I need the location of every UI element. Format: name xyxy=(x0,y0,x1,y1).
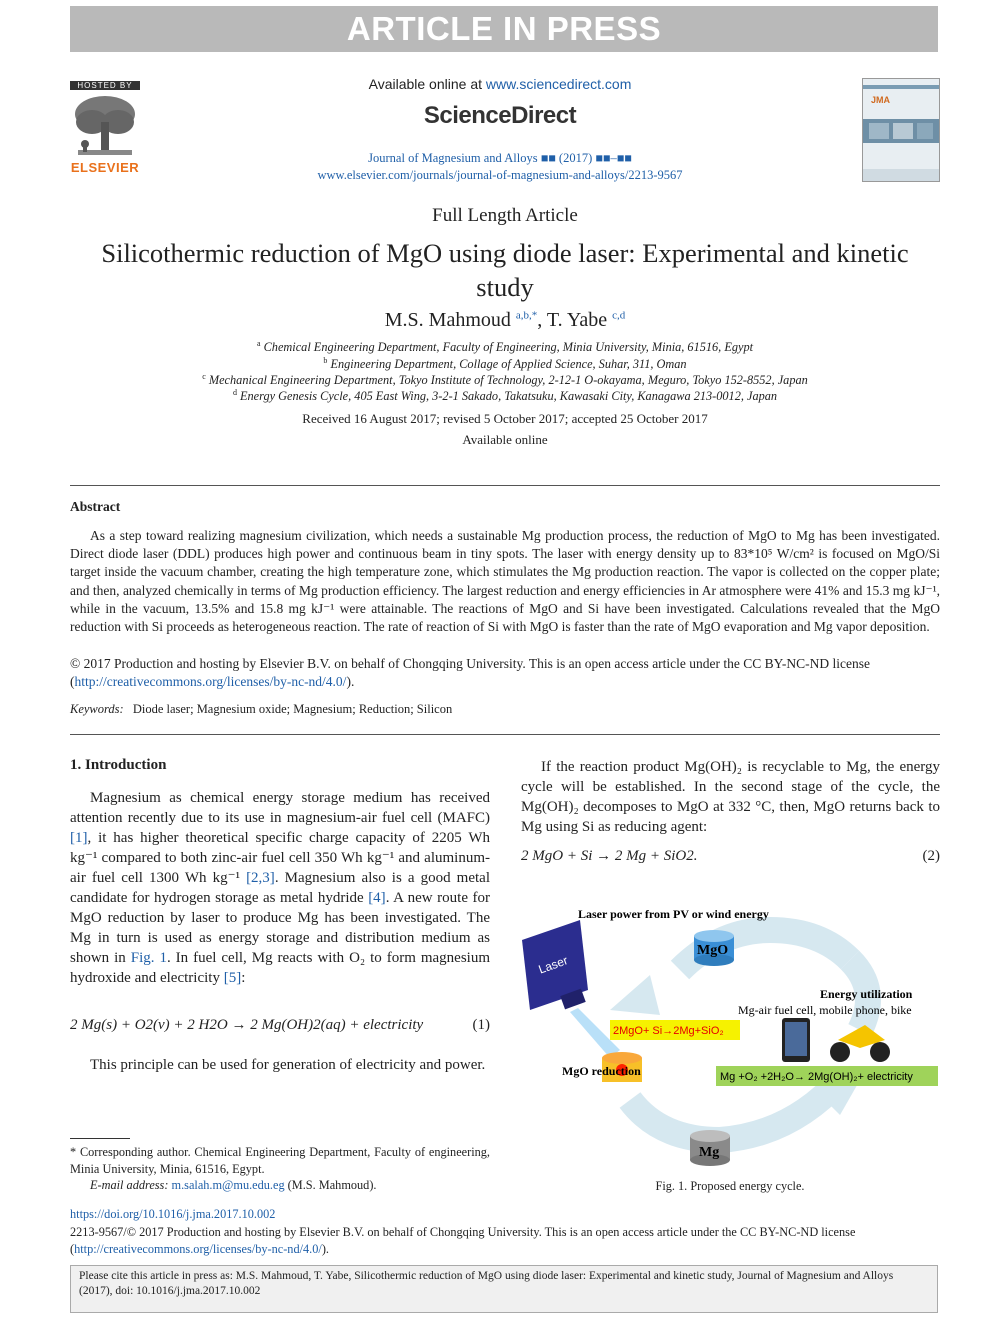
equation-1-number: (1) xyxy=(472,1017,490,1033)
equation-2-number: (2) xyxy=(922,848,940,864)
abstract-copyright: © 2017 Production and hosting by Elsevier B.V. on behalf of Chongqing University. This is an open access article under the CC BY-NC-ND license (http://creativecommons.org/licenses/by-nc-nd/4.0/). xyxy=(70,656,871,690)
elsevier-wordmark: ELSEVIER xyxy=(70,160,140,175)
affiliation-d: $^d$ Energy Genesis Cycle, 405 East Wing, 3-2-1 Sakado, Takatsuku, Kawasaki City, Kanagawa 213-0012, Japan xyxy=(232,388,778,404)
figure-energy-cycle xyxy=(520,900,940,1170)
laser-label: Laser xyxy=(536,953,570,977)
journal-url[interactable]: www.elsevier.com/journals/journal-of-magnesium-and-alloys/2213-9567 xyxy=(317,168,683,182)
equation-2-body: 2 MgO + Si → 2 Mg + SiO2. xyxy=(521,848,698,864)
electricity-reaction: Mg +O₂ +2H₂O→ 2Mg(OH)₂+ electricity xyxy=(720,1071,913,1083)
citation-box: Please cite this article in press as: M.S. Mahmoud, T. Yabe, Silicothermic reduction of MgO using diode laser: Experimental and kinetic study, Journal of Magnesium and Alloys (2017), doi: 10.1016/j.jma.2017.10.002 xyxy=(70,1265,938,1313)
reduction-reaction: 2MgO+ Si→2Mg+SiO₂ xyxy=(613,1025,724,1037)
cover-journal-abbrev: JMA xyxy=(871,95,891,105)
abstract-text: As a step toward realizing magnesium civilization, which needs a sustainable Mg production process, the reduction of MgO to Mg has been investigated. Direct diode laser (DDL) produces high power and continuous beam in tiny spots. The laser with energy density up to 83*10⁵ W/cm² is focused on MgO/Si target inside the vacuum chamber, creating the high temperature zone, which stimulates the Mg production reaction. The vapor is collected on the copper plate; and then, analyzed chemically in terms of Mg production efficiency. The largest reduction and energy efficiencies in Ar atmosphere were 41% and 15.3 mg kJ⁻¹, while in the vacuum, 13.5% and 15.8 mg kJ⁻¹ were attainable. The reactions of MgO and Si have been investigated. Calculations revealed that the MgO reduction with Si proceeds as heterogeneous reaction. The rate of reaction of Si with MgO is faster than the rate of MgO evaporation and Mg vapor deposition. xyxy=(70,528,940,635)
cycle-arrow xyxy=(630,1080,840,1140)
journal-citation-line[interactable]: Journal of Magnesium and Alloys ■■ (2017) ■■–■■ xyxy=(368,151,632,165)
doi-link[interactable]: https://doi.org/10.1016/j.jma.2017.10.002 xyxy=(70,1207,276,1221)
energy-utilization-label: Energy utilization xyxy=(820,987,913,1001)
author-affiliation-marker[interactable]: a,b,* xyxy=(515,309,538,322)
corresponding-author-note: * Corresponding author. Chemical Engineering Department, Faculty of engineering, Minia University, Minia, 61516, Egypt. xyxy=(70,1145,490,1176)
cycle-arrowhead xyxy=(610,975,660,1015)
article-in-press-banner: ARTICLE IN PRESS xyxy=(70,6,938,52)
mgo-label: MgO xyxy=(697,943,729,958)
equation-1 xyxy=(70,1017,490,1034)
laser-icon xyxy=(522,920,620,1058)
footnote-rule xyxy=(70,1138,130,1139)
article-type: Full Length Article xyxy=(432,205,578,226)
journal-cover-thumbnail[interactable] xyxy=(862,78,940,182)
keywords-list: Diode laser; Magnesium oxide; Magnesium; Reduction; Silicon xyxy=(132,702,453,716)
uses-label: Mg-air fuel cell, mobile phone, bike xyxy=(738,1003,912,1017)
reference-link[interactable]: [2,3] xyxy=(246,870,275,886)
mg-label: Mg xyxy=(699,1145,720,1160)
abstract-heading: Abstract xyxy=(70,499,121,514)
available-online-prefix: Available online at xyxy=(368,76,486,92)
affiliation-a: $^a$ Chemical Engineering Department, Faculty of Engineering, Minia University, Minia, 61516, Egypt xyxy=(256,339,754,355)
author-name[interactable]: T. Yabe xyxy=(546,309,608,331)
equation-2 xyxy=(521,848,940,865)
received-dates: Received 16 August 2017; revised 5 October 2017; accepted 25 October 2017 xyxy=(302,411,708,426)
reference-link[interactable]: [5] xyxy=(223,970,242,986)
cycle-paragraph: If the reaction product Mg(OH)₂ is recyclable to Mg, the energy cycle will be established. In the second stage of the cycle, the Mg(OH)₂ decomposes to MgO at 332 °C, then, MgO returns back to Mg using Si as reducing agent: xyxy=(521,759,940,835)
affiliation-c: $^c$ Mechanical Engineering Department, Tokyo Institute of Technology, 2-12-1 O-okayama, Meguro, Tokyo 152-8552, Japan xyxy=(202,372,808,388)
author-name[interactable]: M.S. Mahmoud xyxy=(384,309,511,331)
affiliation-b: $^b$ Engineering Department, Collage of Applied Science, Suhar, 311, Oman xyxy=(323,356,687,372)
email-footnote: E-mail address: m.salah.m@mu.edu.eg (M.S. Mahmoud). xyxy=(90,1178,377,1192)
divider xyxy=(70,485,940,486)
divider xyxy=(70,734,940,735)
laser-power-label: Laser power from PV or wind energy xyxy=(578,907,769,921)
article-title: Silicothermic reduction of MgO using diode laser: Experimental and kinetic study xyxy=(101,238,909,302)
intro-paragraph: Magnesium as chemical energy storage medium has received attention recently due to its use in magnesium-air fuel cell (MAFC) [1], it has higher theoretical specific charge capacity of 2205 Wh kg⁻¹ compared to both zinc-air fuel cell 350 Wh kg⁻¹ and aluminum-air fuel cell 1300 Wh kg⁻¹ [2,3]. Magnesium also is a good metal candidate for hydrogen storage as metal hydride [4]. A new route for MgO reduction by laser to produce Mg has been investigated. The Mg in turn is used as energy storage and distribution medium as shown in Fig. 1. In fuel cell, Mg reacts with O₂ to form magnesium hydroxide and electricity [5]: xyxy=(70,790,490,986)
available-online-label: Available online xyxy=(462,432,548,447)
reference-link[interactable]: [1] xyxy=(70,830,88,846)
section-heading: 1. Introduction xyxy=(70,757,167,773)
email-label: E-mail address: xyxy=(90,1178,172,1192)
sciencedirect-logo[interactable]: ScienceDirect xyxy=(423,102,577,129)
figure-link[interactable]: Fig. 1 xyxy=(130,950,167,966)
keywords-label: Keywords: xyxy=(70,702,124,716)
license-link[interactable]: http://creativecommons.org/licenses/by-nc-nd/4.0/ xyxy=(74,1241,322,1256)
license-link[interactable]: http://creativecommons.org/licenses/by-nc-nd/4.0/ xyxy=(74,674,347,690)
motorbike-icon xyxy=(830,1025,890,1062)
sciencedirect-link[interactable]: www.sciencedirect.com xyxy=(485,76,632,92)
author-affiliation-marker[interactable]: c,d xyxy=(612,309,626,322)
mgo-reduction-label: MgO reduction xyxy=(562,1064,641,1078)
figure-caption: Fig. 1. Proposed energy cycle. xyxy=(655,1179,805,1193)
mobile-phone-icon xyxy=(782,1018,810,1062)
email-link[interactable]: m.salah.m@mu.edu.eg xyxy=(171,1178,285,1192)
hosted-by-label: HOSTED BY xyxy=(70,81,140,90)
intro-paragraph: This principle can be used for generation of electricity and power. xyxy=(90,1057,486,1073)
available-online-line xyxy=(300,76,700,92)
equation-1-body: 2 Mg(s) + O2(v) + 2 H2O → 2 Mg(OH)2(aq) + electricity xyxy=(70,1017,424,1033)
reference-link[interactable]: [4] xyxy=(368,890,386,906)
issn-license-line: 2213-9567/© 2017 Production and hosting by Elsevier B.V. on behalf of Chongqing University. This is an open access article under the CC BY-NC-ND license (http://creativecommons.org/licenses/by-nc-nd/4.0/). xyxy=(70,1225,856,1256)
keywords xyxy=(70,702,940,717)
author-list: M.S. Mahmoud $^{a,b,*}$, T. Yabe $^{c,d}$ xyxy=(384,309,626,331)
